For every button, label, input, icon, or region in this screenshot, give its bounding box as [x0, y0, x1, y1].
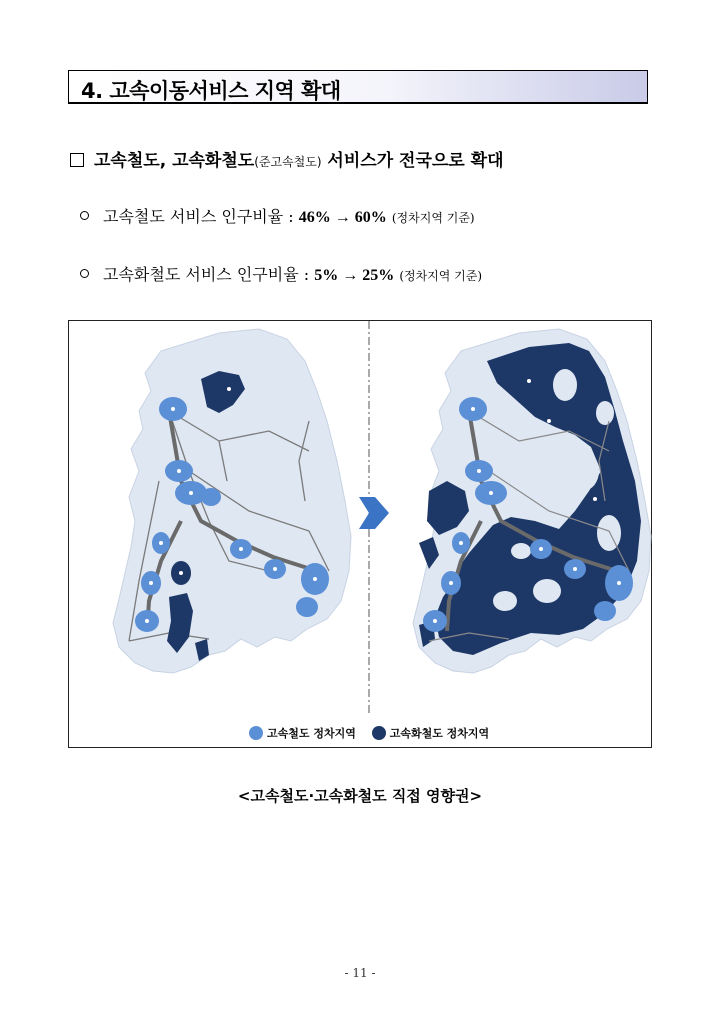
heading-main: 고속철도, 고속화철도 — [94, 151, 255, 171]
page-number: - 11 - — [344, 966, 376, 980]
bullet-value: 46% → 60% — [298, 209, 387, 226]
bullet-item — [80, 262, 482, 285]
figure-caption: <고속철도·고속화철도 직접 영향권> — [237, 787, 483, 805]
heading — [70, 146, 504, 171]
bullet-circle-icon — [80, 211, 89, 220]
bullet-value: 5% → 25% — [314, 267, 395, 284]
bullet-label: 고속화철도 서비스 인구비율 : — [103, 265, 315, 284]
map-figure — [68, 320, 652, 748]
bullet-item — [80, 204, 475, 227]
legend-label: 고속철도 정차지역 — [267, 727, 356, 740]
legend-label: 고속화철도 정차지역 — [389, 727, 490, 740]
arrow-right-icon — [359, 497, 389, 529]
heading-rest: 서비스가 전국으로 확대 — [321, 151, 504, 171]
bullet-note: (정차지역 기준) — [391, 211, 475, 225]
section-title: 4. 고속이동서비스 지역 확대 — [81, 79, 341, 103]
bullet-note: (정차지역 기준) — [399, 269, 483, 283]
heading-paren: (준고속철도) — [254, 155, 322, 169]
map-svg — [69, 321, 653, 749]
legend-item-hsr — [249, 727, 356, 740]
legend-dot-icon — [249, 726, 263, 740]
section-title-box — [68, 70, 648, 104]
map-legend — [249, 725, 501, 741]
legend-dot-icon — [372, 726, 386, 740]
bullet-circle-icon — [80, 269, 89, 278]
checkbox-square-icon — [70, 153, 84, 167]
bullet-label: 고속철도 서비스 인구비율 : — [103, 207, 299, 226]
legend-item-semi-hsr — [372, 727, 489, 740]
left-map — [113, 329, 351, 673]
right-map — [413, 329, 651, 673]
